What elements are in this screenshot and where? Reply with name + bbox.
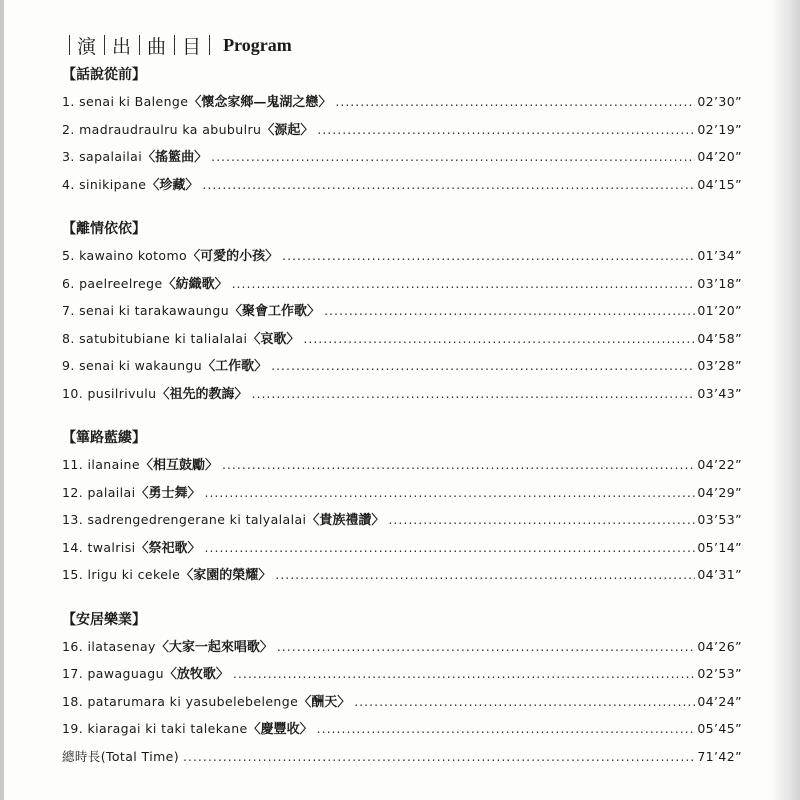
divider <box>69 35 70 55</box>
track-duration: 04’20” <box>697 149 742 164</box>
divider <box>174 35 175 55</box>
track-row <box>62 561 742 589</box>
program-header <box>62 30 292 60</box>
track-duration: 03’28” <box>697 358 742 373</box>
section-title: 【話說從前】 <box>62 67 146 83</box>
total-duration: 71’42” <box>697 748 742 764</box>
track-chinese-title: 〈酬天〉 <box>298 694 351 710</box>
track-duration: 03’18” <box>697 275 742 291</box>
page-left-edge <box>0 0 4 800</box>
track-duration: 04’26” <box>697 638 742 654</box>
track-chinese-title: 〈哀歌〉 <box>247 331 300 347</box>
dot-leader <box>233 660 695 688</box>
track-title: 12. palailai <box>62 484 136 500</box>
track-chinese-title: 〈珍藏〉 <box>146 177 199 193</box>
total-label: 總時長(Total Time) <box>62 748 180 764</box>
track-chinese-title: 〈慶豐收〉 <box>247 722 313 737</box>
track-row <box>62 506 742 534</box>
section-gap <box>62 589 742 607</box>
dot-leader <box>354 688 695 716</box>
track-title: 8. satubitubiane ki talialalai <box>62 330 248 346</box>
dot-leader <box>303 325 695 353</box>
track-chinese-title: 〈家園的榮耀〉 <box>180 568 272 583</box>
dot-leader <box>205 534 696 562</box>
dot-leader <box>232 270 696 298</box>
track-chinese-title: 〈可愛的小孩〉 <box>187 249 279 264</box>
dot-leader <box>271 352 695 380</box>
track-duration: 04’31” <box>697 567 742 582</box>
track-title: 14. twalrisi <box>62 539 136 555</box>
track-duration: 03’53” <box>697 512 742 527</box>
dot-leader <box>282 242 695 270</box>
track-duration: 02’53” <box>697 666 742 681</box>
track-chinese-title: 〈紡織歌〉 <box>162 276 228 292</box>
track-row <box>62 688 742 716</box>
dot-leader <box>324 297 695 325</box>
track-title: 7. senai ki tarakawaungu <box>62 303 230 318</box>
track-chinese-title: 〈相互鼓勵〉 <box>139 458 218 473</box>
section-gap <box>62 198 742 216</box>
track-row <box>62 242 742 270</box>
track-title: 4. sinikipane <box>62 176 147 192</box>
track-chinese-title: 〈聚會工作歌〉 <box>229 304 321 319</box>
dot-leader <box>204 479 695 507</box>
divider <box>209 35 210 55</box>
dot-leader <box>277 633 696 661</box>
track-row <box>62 352 742 380</box>
track-row <box>62 116 742 144</box>
divider <box>139 35 140 55</box>
track-chinese-title: 〈工作歌〉 <box>202 359 268 374</box>
track-duration: 03’43” <box>697 385 742 401</box>
track-row <box>62 479 742 507</box>
dot-leader <box>317 116 695 144</box>
track-row <box>62 534 742 562</box>
track-duration: 04’58” <box>697 330 742 346</box>
track-duration: 05’45” <box>697 721 742 736</box>
track-duration: 04’29” <box>697 484 742 500</box>
track-title: 5. kawaino kotomo <box>62 248 188 263</box>
track-title: 18. patarumara ki yasubelebelenge <box>62 693 299 709</box>
track-title: 16. ilatasenay <box>62 638 156 654</box>
section-title: 【篳路藍縷】 <box>62 430 146 446</box>
track-chinese-title: 〈祖先的教誨〉 <box>156 386 248 402</box>
track-row <box>62 88 742 116</box>
track-title: 15. lrigu ki cekele <box>62 567 181 582</box>
track-row <box>62 660 742 688</box>
track-row <box>62 270 742 298</box>
track-row <box>62 143 742 171</box>
track-title: 6. paelreelrege <box>62 275 163 291</box>
track-title: 19. kiaragai ki taki talekane <box>62 721 248 736</box>
track-row <box>62 171 742 199</box>
track-duration: 02’19” <box>697 121 742 137</box>
track-row <box>62 451 742 479</box>
track-title: 10. pusilrivulu <box>62 385 157 401</box>
track-duration: 04’24” <box>697 693 742 709</box>
track-title: 3. sapalailai <box>62 149 143 164</box>
page-right-edge <box>770 0 800 800</box>
header-char: 出 <box>112 35 133 58</box>
track-title: 1. senai ki Balenge <box>62 94 189 109</box>
track-chinese-title: 〈大家一起來唱歌〉 <box>155 639 273 655</box>
dot-leader <box>275 561 695 589</box>
track-row <box>62 715 742 743</box>
track-duration: 01’34” <box>697 248 742 263</box>
track-duration: 01’20” <box>697 303 742 318</box>
track-title: 17. pawaguagu <box>62 666 164 681</box>
track-duration: 04’15” <box>697 176 742 192</box>
track-chinese-title: 〈放牧歌〉 <box>163 667 229 682</box>
dot-leader <box>202 171 695 199</box>
track-duration: 02’30” <box>697 94 742 109</box>
section-gap <box>62 407 742 425</box>
total-time-row <box>62 743 742 770</box>
track-row <box>62 297 742 325</box>
track-title: 13. sadrengedrengerane ki talyalalai <box>62 512 307 527</box>
dot-leader <box>183 743 695 770</box>
track-duration: 04’22” <box>697 457 742 472</box>
dot-leader <box>388 506 695 534</box>
section-title: 【離情依依】 <box>62 221 146 237</box>
header-char: 曲 <box>147 35 168 58</box>
track-chinese-title: 〈貴族禮讚〉 <box>306 513 385 528</box>
track-chinese-title: 〈祭祀歌〉 <box>135 540 201 556</box>
track-title: 9. senai ki wakaungu <box>62 358 203 373</box>
dot-leader <box>335 88 695 116</box>
dot-leader <box>222 451 695 479</box>
track-row <box>62 380 742 408</box>
track-title: 11. ilanaine <box>62 457 140 472</box>
dot-leader <box>252 380 696 408</box>
track-chinese-title: 〈勇士舞〉 <box>135 485 201 501</box>
program-list <box>62 62 742 770</box>
track-row <box>62 633 742 661</box>
dot-leader <box>211 143 695 171</box>
track-chinese-title: 〈源起〉 <box>261 122 314 138</box>
track-chinese-title: 〈搖籃曲〉 <box>142 150 208 165</box>
section-title: 【安居樂業】 <box>62 611 146 628</box>
header-char: 目 <box>182 35 203 58</box>
header-char: 演 <box>77 35 98 58</box>
program-label: Program <box>223 34 292 55</box>
divider <box>104 35 105 55</box>
track-chinese-title: 〈懷念家鄉—鬼湖之戀〉 <box>188 95 332 110</box>
track-title: 2. madraudraulru ka abubulru <box>62 121 262 137</box>
track-duration: 05’14” <box>697 539 742 555</box>
track-row <box>62 325 742 353</box>
dot-leader <box>317 715 696 743</box>
